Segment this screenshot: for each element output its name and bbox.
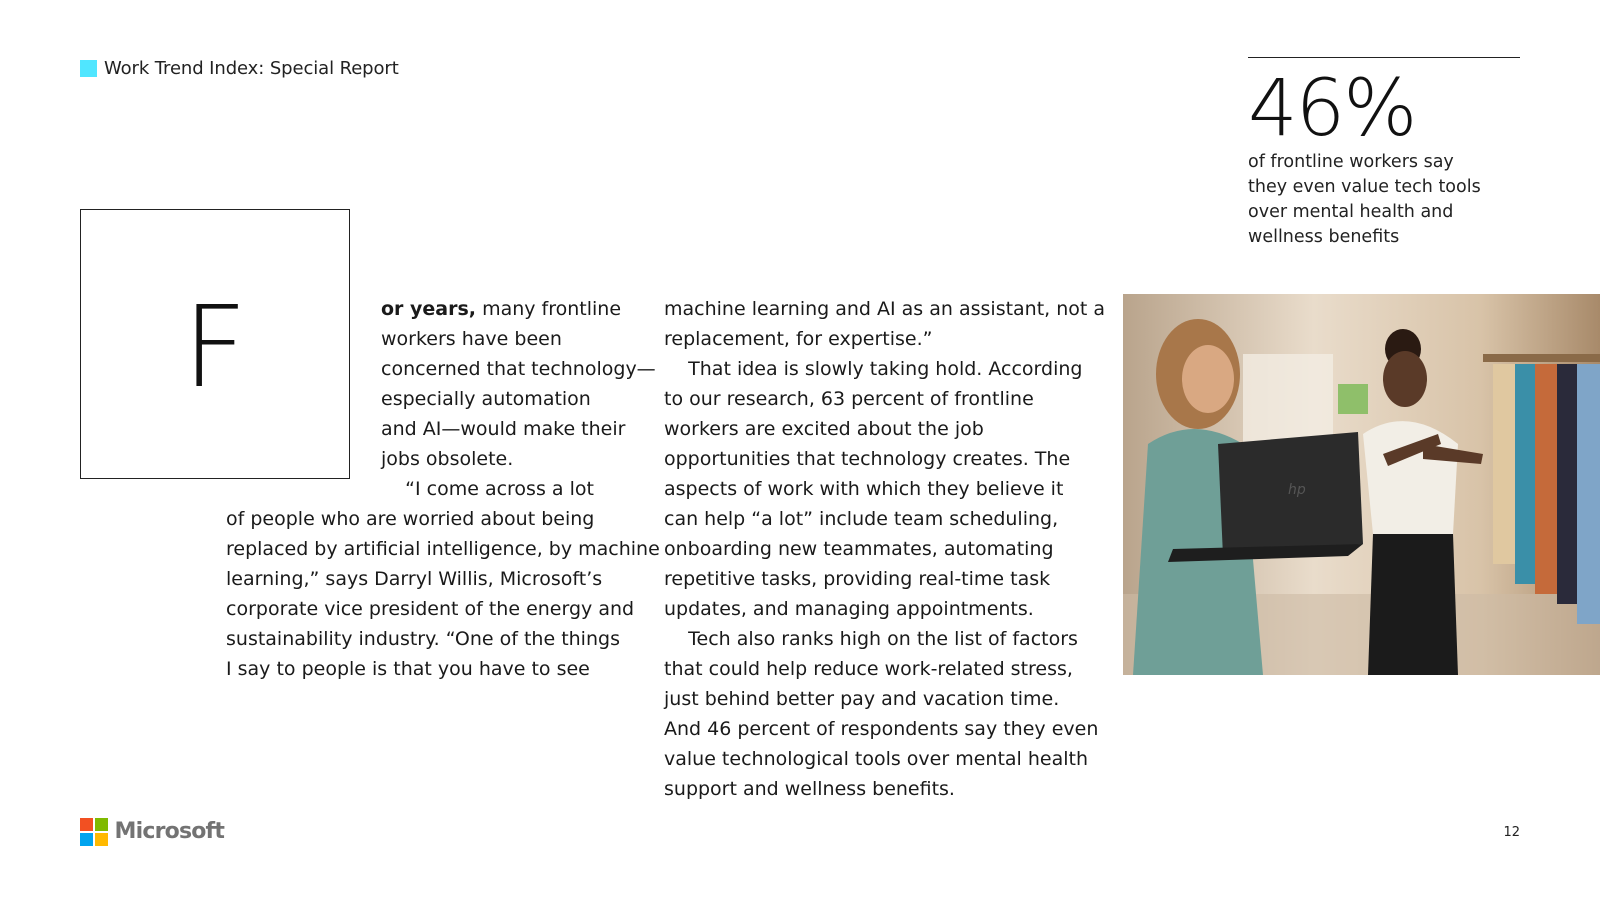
store-photo	[1123, 294, 1600, 675]
body-line: opportunities that technology creates. The	[664, 448, 1071, 470]
microsoft-logo-icon	[80, 818, 108, 846]
body-line: learning,” says Darryl Willis, Microsoft’s	[226, 568, 603, 590]
drop-cap-box	[80, 209, 350, 479]
report-header	[80, 58, 399, 79]
body-line: That idea is slowly taking hold. According	[664, 358, 1083, 380]
body-line: replacement, for expertise.”	[664, 328, 933, 350]
body-line: replaced by artificial intelligence, by machine	[226, 538, 660, 560]
body-line: and AI—would make their	[381, 418, 626, 440]
body-line: aspects of work with which they believe it	[664, 478, 1064, 500]
body-line: updates, and managing appointments.	[664, 598, 1034, 620]
svg-text:hp: hp	[1288, 482, 1306, 498]
stat-description	[1248, 150, 1493, 250]
stat-desc-line: of frontline workers say	[1248, 152, 1454, 172]
drop-cap-letter: F	[182, 283, 248, 413]
logo-square-yellow	[95, 833, 108, 846]
body-line: can help “a lot” include team scheduling,	[664, 508, 1059, 530]
body-line: just behind better pay and vacation time.	[664, 688, 1060, 710]
microsoft-logo	[80, 818, 224, 846]
body-line: to our research, 63 percent of frontline	[664, 388, 1034, 410]
body-line: corporate vice president of the energy and	[226, 598, 635, 620]
report-title: Work Trend Index: Special Report	[104, 58, 399, 79]
body-line: value technological tools over mental health	[664, 748, 1089, 770]
logo-square-blue	[80, 833, 93, 846]
body-line: of people who are worried about being	[226, 508, 595, 530]
stat-rule	[1248, 57, 1520, 58]
body-line: Tech also ranks high on the list of factors	[664, 628, 1078, 650]
stat-value: 46%	[1248, 64, 1416, 154]
body-line: workers are excited about the job	[664, 418, 984, 440]
logo-square-green	[95, 818, 108, 831]
body-line: jobs obsolete.	[381, 448, 514, 470]
body-line: repetitive tasks, providing real-time task	[664, 568, 1051, 590]
stat-desc-line: over mental health and	[1248, 202, 1454, 222]
page-number: 12	[1503, 825, 1520, 840]
body-line: I say to people is that you have to see	[226, 658, 590, 680]
stat-desc-line: wellness benefits	[1248, 227, 1400, 247]
stat-callout	[1248, 57, 1520, 250]
body-line: onboarding new teammates, automating	[664, 538, 1054, 560]
store-photo-illustration	[1123, 294, 1600, 675]
body-line: workers have been	[381, 328, 562, 350]
logo-square-red	[80, 818, 93, 831]
body-line: machine learning and AI as an assistant, not a	[664, 298, 1106, 320]
body-line: concerned that technology—	[381, 358, 656, 380]
body-line: support and wellness benefits.	[664, 778, 955, 800]
body-line	[381, 294, 621, 324]
stat-desc-line: they even value tech tools	[1248, 177, 1481, 197]
body-line: that could help reduce work-related stress,	[664, 658, 1073, 680]
body-line: sustainability industry. “One of the things	[226, 628, 620, 650]
body-line: And 46 percent of respondents say they even	[664, 718, 1099, 740]
accent-square	[80, 60, 97, 77]
lede-text: or years,	[381, 298, 477, 320]
body-line: “I come across a lot	[381, 478, 594, 500]
lede-rest: many frontline	[476, 298, 622, 320]
microsoft-wordmark: Microsoft	[114, 819, 225, 845]
body-line: especially automation	[381, 388, 591, 410]
